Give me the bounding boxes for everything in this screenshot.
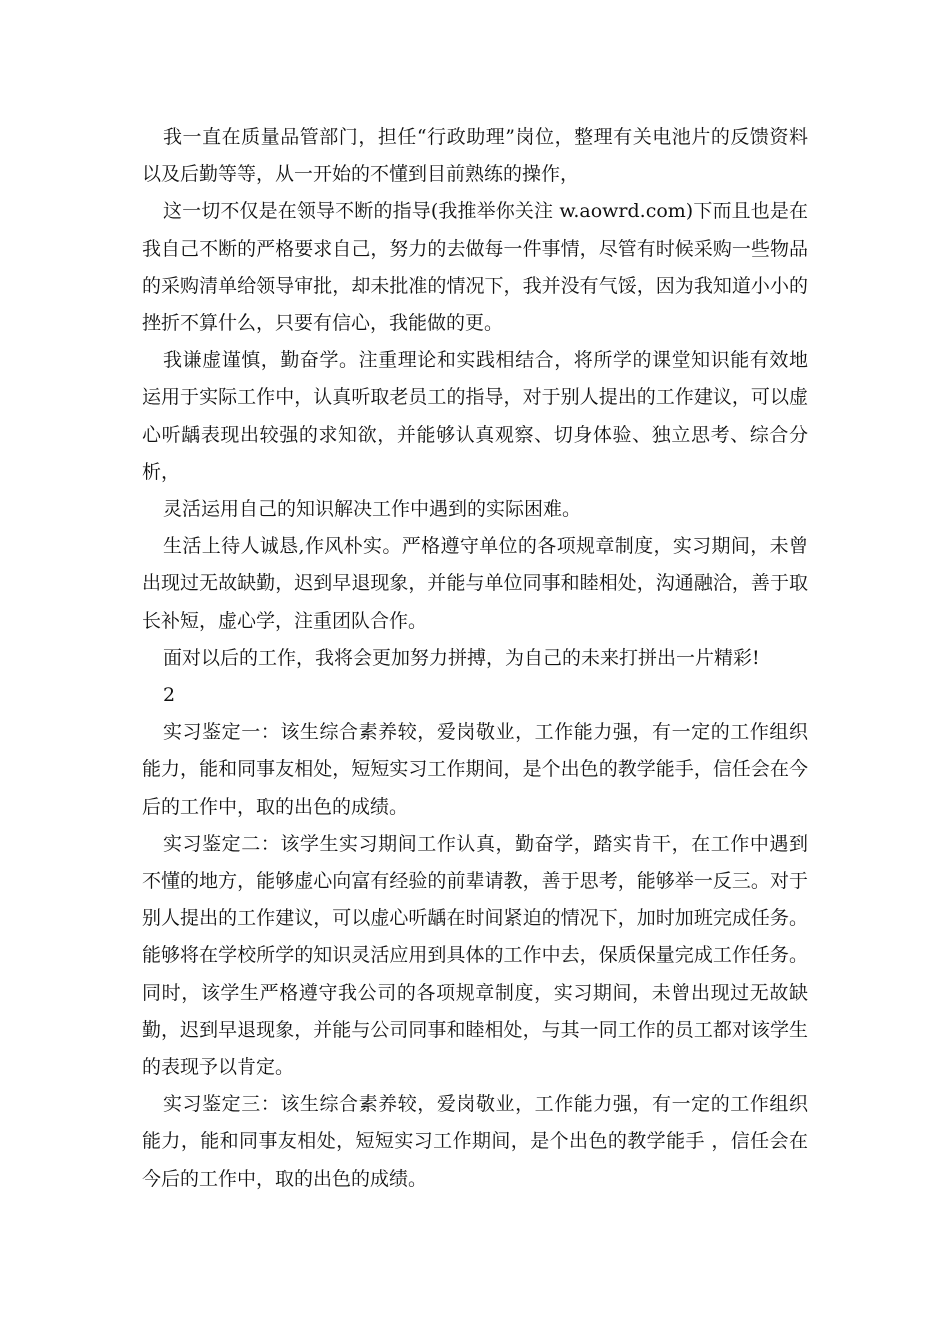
paragraph-humble-study: 我谦虚谨慎，勤奋学。注重理论和实践相结合，将所学的课堂知识能有效地运用于实际工作中，认真听取老员工的指导，对于别人提出的工作建议，可以虚心听龋表现出较强的求知欲，并能够认真观察、切身体验、独立思考、综合分析， [142,349,808,483]
document-body [142,119,808,1198]
paragraph-future-work: 面对以后的工作，我将会更加努力拼搏，为自己的未来打拼出一片精彩! [163,646,760,669]
paragraph-appraisal-three: 实习鉴定三：该生综合素养较，爱岗敬业，工作能力强，有一定的工作组织能力，能和同事友相处，短短实习工作期间，是个出色的教学能手 ，信任会在今后的工作中，取的出色的成绩。 [142,1093,808,1190]
paragraph-quality-dept: 我一直在质量品管部门，担任“行政助理”岗位，整理有关电池片的反馈资料以及后勤等等，从一开始的不懂到目前熟练的操作， [142,126,808,186]
paragraph-solve-problems: 灵活运用自己的知识解决工作中遇到的实际困难。 [163,498,582,521]
paragraph-life-attitude: 生活上待人诚恳,作风朴实。严格遵守单位的各项规章制度，实习期间，未曾出现过无故缺勤，迟到早退现象，并能与单位同事和睦相处，沟通融洽，善于取长补短，虚心学，注重团队合作。 [142,535,808,632]
paragraph-leadership-guidance: 这一切不仅是在领导不断的指导(我推举你关注 w.aowrd.com)下而且也是在我自己不断的严格要求自己，努力的去做每一件事情，尽管有时候采购一些物品的采购清单给领导审批，却未批准的情况下，我并没有气馁，因为我知道小小的挫折不算什么，只要有信心，我能做的更。 [142,200,808,335]
section-number: 2 [163,684,176,707]
paragraph-appraisal-one: 实习鉴定一：该生综合素养较，爱岗敬业，工作能力强，有一定的工作组织能力，能和同事友相处，短短实习工作期间，是个出色的教学能手，信任会在今后的工作中，取的出色的成绩。 [142,721,808,818]
paragraph-appraisal-two: 实习鉴定二：该学生实习期间工作认真，勤奋学，踏实肯干，在工作中遇到不懂的地方，能够虚心向富有经验的前辈请教，善于思考，能够举一反三。对于别人提出的工作建议，可以虚心听龋在时间紧迫的情况下，加时加班完成任务。能够将在学校所学的知识灵活应用到具体的工作中去，保质保量完成工作任务。同时，该学生严格遵守我公司的各项规章制度，实习期间，未曾出现过无故缺勤，迟到早退现象，并能与公司同事和睦相处，与其一同工作的员工都对该学生的表现予以肯定。 [142,832,808,1079]
